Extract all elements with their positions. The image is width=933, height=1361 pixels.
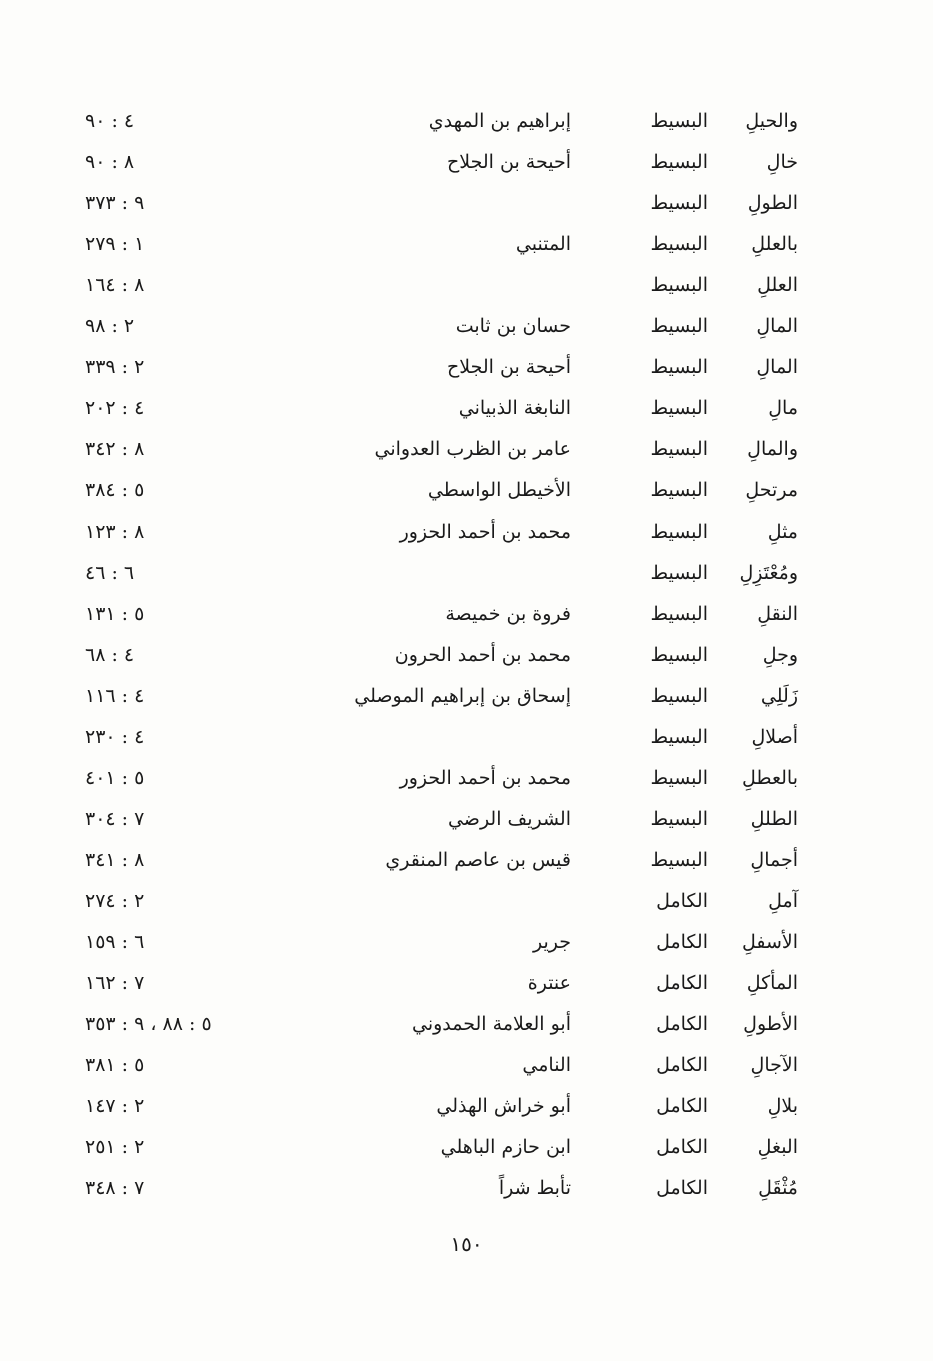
poet-name: ابن حازم الباهلي (440, 1136, 571, 1158)
index-row (0, 429, 933, 470)
reference-text: ٨ : ٣٤٢ (85, 438, 145, 460)
meter-name: البسيط (650, 110, 708, 132)
index-row (0, 881, 933, 922)
reference-text: ٥ : ٨٨ ، ٩ : ٣٥٣ (85, 1013, 212, 1035)
poet-name (311, 265, 571, 306)
meter-name: البسيط (650, 808, 708, 830)
poet-name: فروة بن خميصة (445, 603, 571, 625)
rhyme-word: المالِ (756, 356, 798, 378)
meter-name: البسيط (650, 438, 708, 460)
meter-name: البسيط (650, 767, 708, 789)
meter-name: الكامل (656, 931, 708, 953)
volume-page-reference (85, 1086, 275, 1127)
poet-name: أبو خراش الهذلي (436, 1095, 571, 1117)
reference-text: ٢ : ٢٧٤ (85, 890, 145, 912)
rhyme-word: وجلِ (762, 644, 798, 666)
index-row (0, 388, 933, 429)
meter-name: الكامل (656, 1136, 708, 1158)
poet-name: إسحاق بن إبراهيم الموصلي (354, 685, 571, 707)
meter-name: الكامل (656, 1054, 708, 1076)
rhyme-word: البغلِ (757, 1136, 798, 1158)
volume-page-reference (85, 224, 275, 265)
volume-page-reference (85, 1045, 275, 1086)
poet-name: قيس بن عاصم المنقري (385, 849, 571, 871)
volume-page-reference (85, 553, 275, 594)
meter-name: الكامل (656, 972, 708, 994)
volume-page-reference (85, 758, 275, 799)
index-row (0, 922, 933, 963)
poet-name: عامر بن الظرب العدواني (374, 438, 571, 460)
volume-page-reference (85, 429, 275, 470)
rhyme-word: الآجالِ (750, 1054, 798, 1076)
rhyme-word: بالعللِ (751, 233, 798, 255)
reference-text: ٤ : ٦٨ (85, 644, 135, 666)
index-row (0, 224, 933, 265)
poet-name: تأبط شراً (498, 1177, 571, 1199)
index-row (0, 1004, 933, 1045)
volume-page-reference (85, 799, 275, 840)
poet-name: عنترة (527, 972, 571, 994)
volume-page-reference (85, 1004, 275, 1045)
rhyme-word: المأكلِ (746, 972, 798, 994)
index-row (0, 101, 933, 142)
reference-text: ٤ : ٢٣٠ (85, 726, 145, 748)
poet-name: أحيحة بن الجلاح (447, 356, 571, 378)
meter-name: الكامل (656, 1177, 708, 1199)
poet-name: أبو العلامة الحمدوني (412, 1013, 571, 1035)
index-row (0, 512, 933, 553)
index-row (0, 1086, 933, 1127)
volume-page-reference (85, 265, 275, 306)
meter-name: البسيط (650, 192, 708, 214)
volume-page-reference (85, 183, 275, 224)
meter-name: البسيط (650, 726, 708, 748)
volume-page-reference (85, 1127, 275, 1168)
meter-name: البسيط (650, 562, 708, 584)
rhyme-word: خالِ (766, 151, 798, 173)
rhyme-word: أجمالِ (750, 849, 798, 871)
poet-name: حسان بن ثابت (455, 315, 571, 337)
meter-name: الكامل (656, 1095, 708, 1117)
poet-name: الشريف الرضي (447, 808, 571, 830)
volume-page-reference (85, 306, 275, 347)
reference-text: ٦ : ٤٦ (85, 562, 135, 584)
index-row (0, 306, 933, 347)
rhyme-word: بلالِ (767, 1095, 798, 1117)
rhyme-word: الأطولِ (743, 1013, 798, 1035)
reference-text: ٨ : ٣٤١ (85, 849, 145, 871)
poet-name (311, 553, 571, 594)
index-row (0, 553, 933, 594)
volume-page-reference (85, 635, 275, 676)
reference-text: ٢ : ٩٨ (85, 315, 135, 337)
poet-name: محمد بن أحمد الحرون (394, 644, 571, 666)
poet-name: محمد بن أحمد الحزور (399, 767, 571, 789)
reference-text: ٤ : ١١٦ (85, 685, 145, 707)
meter-name: البسيط (650, 644, 708, 666)
volume-page-reference (85, 347, 275, 388)
rhyme-word: والحيلِ (745, 110, 798, 132)
poet-name: محمد بن أحمد الحزور (399, 521, 571, 543)
poet-name: أحيحة بن الجلاح (447, 151, 571, 173)
rhyme-word: والمالِ (747, 438, 798, 460)
index-row (0, 840, 933, 881)
reference-text: ٤ : ٩٠ (85, 110, 135, 132)
index-row (0, 758, 933, 799)
rhyme-word: المالِ (756, 315, 798, 337)
poet-name: النامي (522, 1054, 571, 1076)
poet-name (311, 881, 571, 922)
rhyme-word: مثلِ (767, 521, 798, 543)
volume-page-reference (85, 922, 275, 963)
meter-name: البسيط (650, 479, 708, 501)
poet-name: النابغة الذبياني (458, 397, 571, 419)
meter-name: البسيط (650, 315, 708, 337)
volume-page-reference (85, 1168, 275, 1209)
volume-page-reference (85, 512, 275, 553)
meter-name: البسيط (650, 233, 708, 255)
reference-text: ٧ : ٣٠٤ (85, 808, 145, 830)
meter-name: البسيط (650, 274, 708, 296)
volume-page-reference (85, 101, 275, 142)
reference-text: ٩ : ٣٧٣ (85, 192, 145, 214)
rhyme-word: مالِ (768, 397, 798, 419)
rhyme-word: الطللِ (750, 808, 798, 830)
rhyme-word: زَلَلِي (760, 685, 798, 707)
volume-page-reference (85, 142, 275, 183)
reference-text: ٦ : ١٥٩ (85, 931, 145, 953)
index-row (0, 635, 933, 676)
rhyme-word: مرتحلِ (745, 479, 798, 501)
index-row (0, 265, 933, 306)
meter-name: البسيط (650, 849, 708, 871)
poet-name (311, 717, 571, 758)
rhyme-word: مُثْقَلِ (758, 1177, 798, 1199)
reference-text: ٢ : ٢٥١ (85, 1136, 145, 1158)
meter-name: البسيط (650, 603, 708, 625)
poet-name: إبراهيم بن المهدي (428, 110, 571, 132)
reference-text: ٥ : ١٣١ (85, 603, 145, 625)
volume-page-reference (85, 388, 275, 429)
reference-text: ٨ : ٩٠ (85, 151, 135, 173)
index-row (0, 183, 933, 224)
reference-text: ٢ : ٣٣٩ (85, 356, 145, 378)
index-row (0, 676, 933, 717)
volume-page-reference (85, 881, 275, 922)
poet-name (311, 183, 571, 224)
rhyme-word: النقلِ (757, 603, 798, 625)
reference-text: ٧ : ٣٤٨ (85, 1177, 145, 1199)
rhyme-word: بالعطلِ (741, 767, 798, 789)
index-row (0, 963, 933, 1004)
index-row (0, 347, 933, 388)
reference-text: ٨ : ١٢٣ (85, 521, 145, 543)
poet-name: الأخيطل الواسطي (427, 479, 571, 501)
reference-text: ٢ : ١٤٧ (85, 1095, 145, 1117)
rhyme-word: الطولِ (747, 192, 798, 214)
rhyme-word: آملِ (768, 890, 798, 912)
meter-name: البسيط (650, 151, 708, 173)
index-row (0, 1127, 933, 1168)
reference-text: ٥ : ٣٨٤ (85, 479, 145, 501)
volume-page-reference (85, 963, 275, 1004)
meter-name: البسيط (650, 356, 708, 378)
reference-text: ١ : ٢٧٩ (85, 233, 145, 255)
poet-name: جرير (533, 931, 571, 953)
index-row (0, 1045, 933, 1086)
volume-page-reference (85, 840, 275, 881)
volume-page-reference (85, 717, 275, 758)
index-row (0, 1168, 933, 1209)
rhyme-word: ومُعْتَزِلِ (739, 562, 798, 584)
rhyme-word: الأسفلِ (741, 931, 798, 953)
volume-page-reference (85, 676, 275, 717)
index-row (0, 717, 933, 758)
reference-text: ٤ : ٢٠٢ (85, 397, 145, 419)
meter-name: الكامل (656, 890, 708, 912)
meter-name: البسيط (650, 685, 708, 707)
page-number: ١٥٠ (450, 1232, 483, 1256)
meter-name: الكامل (656, 1013, 708, 1035)
reference-text: ٧ : ١٦٢ (85, 972, 145, 994)
volume-page-reference (85, 470, 275, 511)
rhyme-word: أصلالِ (751, 726, 798, 748)
poet-name: المتنبي (515, 233, 571, 255)
rhyme-word: العللِ (757, 274, 798, 296)
reference-text: ٥ : ٣٨١ (85, 1054, 145, 1076)
index-row (0, 142, 933, 183)
volume-page-reference (85, 594, 275, 635)
reference-text: ٨ : ١٦٤ (85, 274, 145, 296)
reference-text: ٥ : ٤٠١ (85, 767, 145, 789)
index-row (0, 470, 933, 511)
index-row (0, 799, 933, 840)
index-row (0, 594, 933, 635)
meter-name: البسيط (650, 397, 708, 419)
meter-name: البسيط (650, 521, 708, 543)
